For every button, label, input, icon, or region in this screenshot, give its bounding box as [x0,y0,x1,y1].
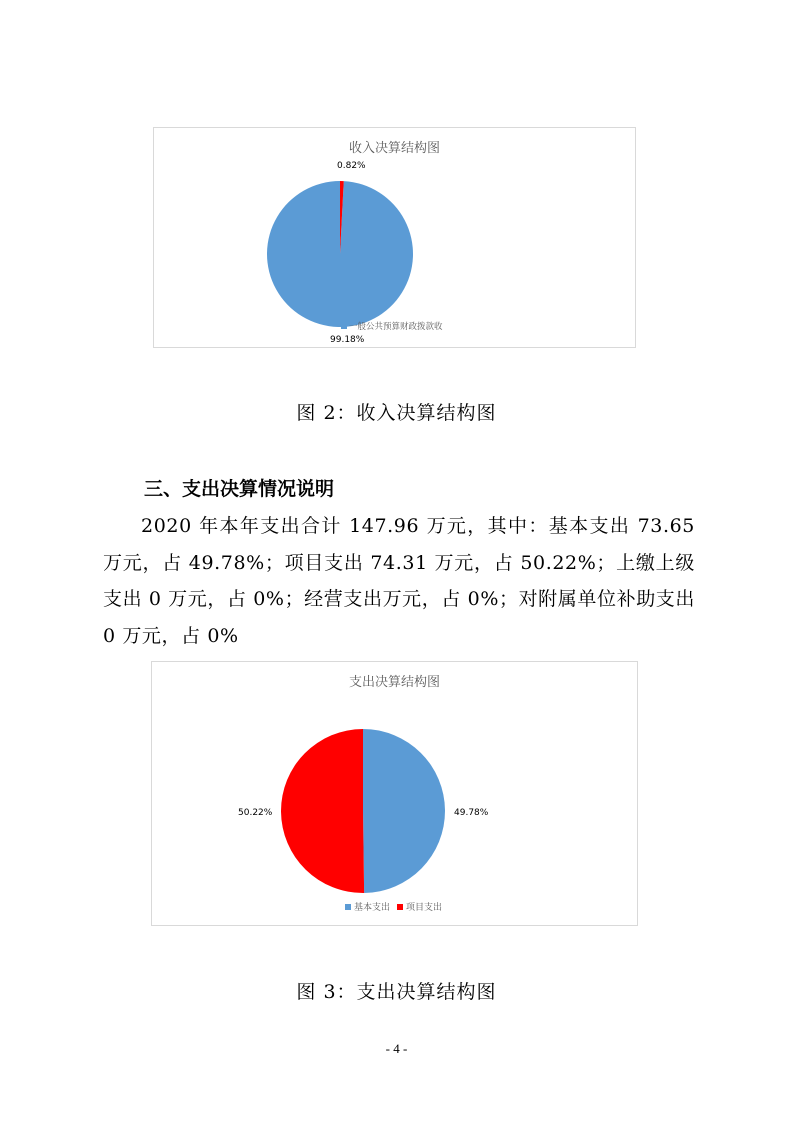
legend-label-project: 项目支出 [406,903,443,913]
expenditure-slice-basic [363,729,445,893]
income-slice-general-budget [267,181,413,327]
section-paragraph: 2020 年本年支出合计 147.96 万元，其中：基本支出 73.65 万元，占 49.78%；项目支出 74.31 万元，占 50.22%；上缴上级支出 0 万元，占 0%；经营支出万元，占 0%；对附属单位补助支出 0 万元，占 0% [103,515,695,647]
income-chart [153,127,636,348]
expenditure-chart [151,661,638,926]
legend-swatch-project [397,904,403,910]
income-label-main: 99.18% [330,335,365,345]
expenditure-chart-title: 支出决算结构图 [348,675,440,690]
income-label-small: 0.82% [337,161,366,171]
legend-swatch-basic [345,904,351,910]
income-pie-svg [154,128,635,347]
income-chart-caption: 图 2：收入决算结构图 [296,402,497,424]
income-legend-swatch [341,323,347,329]
page-number: - 4 - [385,1041,408,1056]
expenditure-slice-project [281,729,364,893]
expenditure-chart-caption: 图 3：支出决算结构图 [296,981,497,1003]
section-heading: 三、支出决算情况说明 [144,478,335,500]
expenditure-label-project: 50.22% [238,808,273,818]
legend-label-basic: 基本支出 [354,903,391,913]
income-chart-title: 收入决算结构图 [348,141,440,156]
income-legend-label: 一般公共预算财政拨款收 [349,322,443,332]
expenditure-pie-svg [152,662,637,925]
expenditure-label-basic: 49.78% [454,808,489,818]
